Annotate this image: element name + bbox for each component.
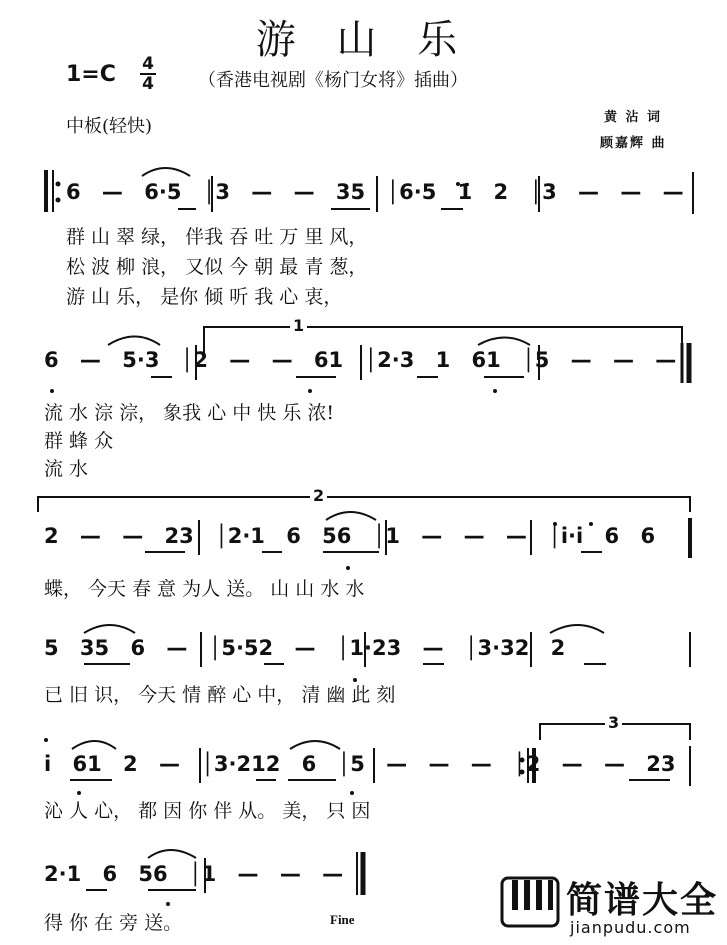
- notation-row-3: 2 — — 23 │2·1 6 56 │1 — — — │i·i 6 6: [44, 524, 656, 548]
- lyrics-row-1-verse-1: 群 山 翠 绿， 伴我 吞 吐 万 里 风，: [66, 226, 368, 248]
- subtitle: （香港电视剧《杨门女将》插曲）: [198, 70, 468, 91]
- time-bottom: 4: [142, 74, 154, 94]
- lyricist-credit: 黄 沾 词: [604, 110, 663, 125]
- tempo-marking: 中板(轻快): [66, 116, 153, 137]
- slur: [142, 168, 190, 176]
- watermark-logo: [500, 868, 722, 940]
- piano-keys-icon: [500, 876, 560, 928]
- lyrics-row-1-verse-2: 松 波 柳 浪， 又似 今 朝 最 青 葱，: [66, 256, 368, 278]
- notation-row-6: 2·1 6 56 │1 — — —: [44, 862, 344, 886]
- fine-marking: Fine: [330, 912, 355, 927]
- slur: [72, 741, 116, 749]
- volta-2-label: 2: [310, 486, 327, 505]
- lyrics-row-2-verse-1: 流 水 淙 淙， 象我 心 中 快 乐 浓!: [44, 402, 334, 424]
- lyrics-row-3: 蝶， 今天 春 意 为人 送。 山 山 水 水: [44, 578, 365, 600]
- slur: [84, 625, 135, 633]
- watermark-title: 简谱大全: [566, 880, 719, 921]
- slur: [108, 337, 160, 346]
- lyrics-row-6: 得 你 在 旁 送。: [44, 912, 183, 934]
- volta-1-label: 1: [290, 316, 307, 335]
- notation-row-2: 6 — 5·3 │2 — — 61 │2·3 1 61 │5 — — —: [44, 348, 677, 372]
- slur: [550, 625, 604, 633]
- slur: [478, 338, 530, 346]
- slur: [290, 741, 340, 749]
- notation-row-5: i 61 2 — │3·212 6 │5 — — — │2 — — 23: [44, 752, 676, 776]
- page-title: 游 山 乐: [255, 17, 472, 63]
- lyrics-row-2-verse-3: 流 水: [44, 458, 89, 480]
- lyrics-row-4: 已 旧 识， 今天 情 醉 心 中， 清 幽 此 刻: [44, 684, 396, 706]
- key-label: 1=C: [66, 62, 116, 87]
- notation-row-1: 6 — 6·5 │3 — — 35 │6·5 1̇ 2 │3 — — —: [66, 180, 684, 204]
- composer-credit: 顾嘉辉 曲: [600, 136, 667, 151]
- notation-row-4: 5 35 6 — │5·52 — │1·23 — │3·32 2: [44, 636, 566, 660]
- slur: [148, 850, 196, 858]
- lyrics-row-2-verse-2: 群 蜂 众: [44, 430, 114, 452]
- volta-3-label: 3: [605, 713, 622, 732]
- lyrics-row-1-verse-3: 游 山 乐， 是你 倾 听 我 心 衷，: [66, 286, 343, 308]
- time-top: 4: [142, 54, 154, 74]
- lyrics-row-5: 沁 人 心， 都 因 你 伴 从。 美， 只 因: [44, 800, 371, 822]
- watermark-url: jianpudu.com: [570, 918, 691, 937]
- volta-2-bracket: [38, 497, 690, 512]
- slur: [326, 512, 376, 520]
